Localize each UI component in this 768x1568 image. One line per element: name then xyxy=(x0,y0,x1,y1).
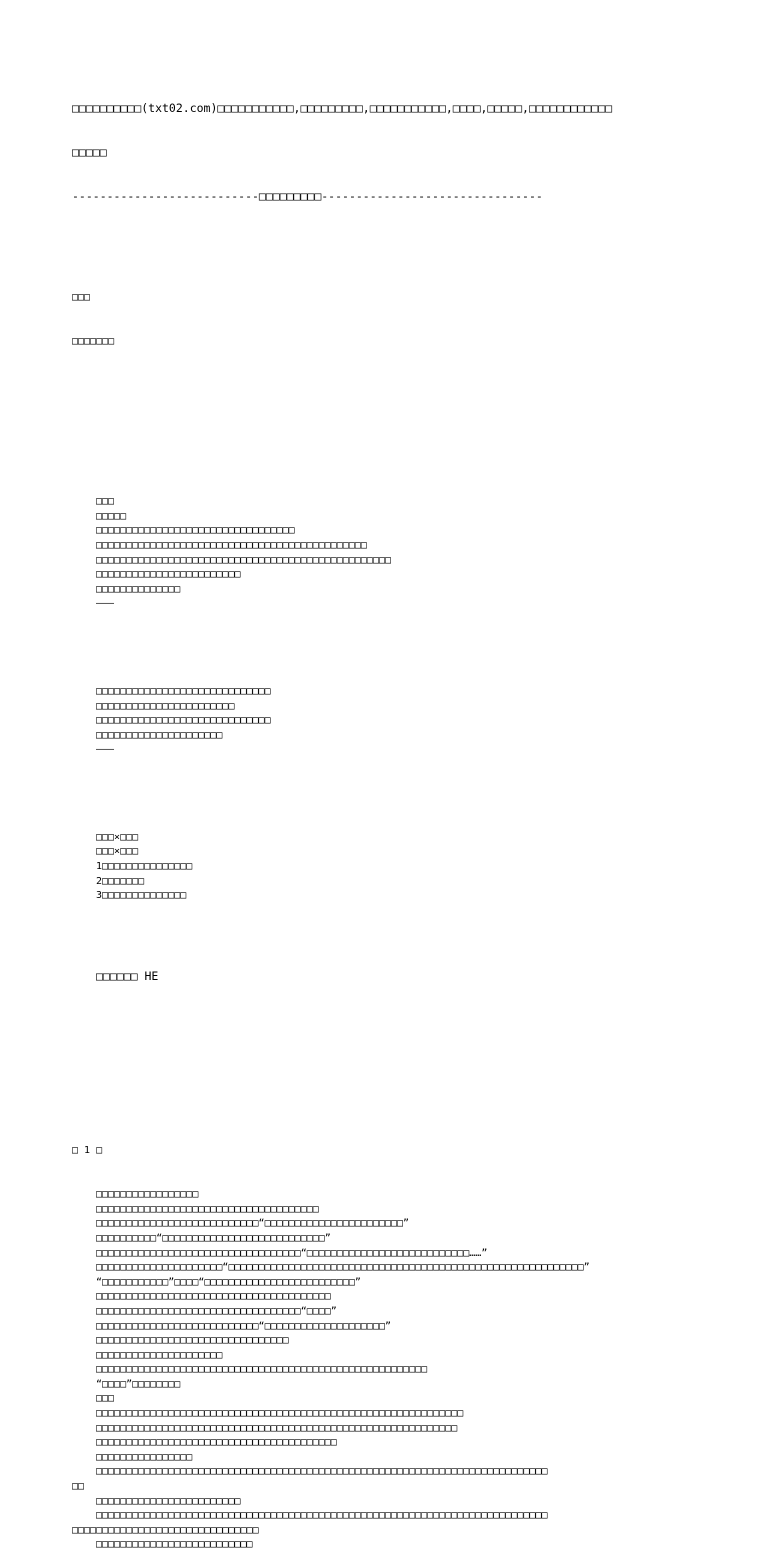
intro-line: □□□×□□□ xyxy=(96,846,139,858)
intro-block-b xyxy=(72,685,702,758)
chapter-line: □□□□□□□□□□□□□□□□□□□□□□□□□□□□□□□□□□□□□□□□□□□□□□□□□□□□□□□ xyxy=(96,1364,428,1376)
chapter-line: □□□□□□□□□□□□□□□□□□□□□□□□□□□“□□□□□□□□□□□□□□□□□□□□□□□” xyxy=(96,1218,410,1230)
chapter-line: □□□□□□□□□□□□□□□□ xyxy=(96,1451,193,1463)
intro-line: 1□□□□□□□□□□□□□□□ xyxy=(96,861,193,873)
intro-line: ——— xyxy=(96,744,115,756)
chapter-line: □□□□□□□□□□□□□□□□□□□□□□□□□□□□□□□□□□“□□□□□□□□□□□□□□□□□□□□□□□□□□□……” xyxy=(96,1247,488,1259)
intro-block-a xyxy=(72,495,702,612)
intro-section xyxy=(72,466,702,1013)
intro-line: ——— xyxy=(96,598,115,610)
document-body xyxy=(72,72,702,1568)
chapter-line: □□□□□□□□□□□□□□□□□□□□□□□□□□□□□□□□□□□□□□□□□□□□□□□□□□□□□□□□□□□□ xyxy=(96,1422,458,1434)
chapter-line: □□□□□□□□□□□□□□□□□ xyxy=(96,1189,199,1201)
chapter-line: □□□□□□□□□□□□□□□□□□□□□□□□□□□□□□□□ xyxy=(96,1335,289,1347)
intro-line: □□□□□□□□□□□□□□□□□□□□□□□□□□□□□□□□□ xyxy=(96,525,295,537)
chapter-line: □□ xyxy=(72,1481,85,1493)
chapter-line: □□□□□□□□□□□□□□□□□□□□□□□□□□□□□□□□□□□□□□□□□□□□□□□□□□□□□□□□□□□□□□□□□□□□□□□□□□□ xyxy=(96,1466,548,1478)
intro-line: □□□□□□□□□□□□□□□□□□□□□□□□□□□□□ xyxy=(96,715,271,727)
intro-line: □□□□□□□□□□□□□□□□□□□□□□□□ xyxy=(96,569,241,581)
intro-block-c xyxy=(72,831,702,904)
chapter-line: □□□□□□□□□□□□□□□□□□□□□□□□□□ xyxy=(96,1539,253,1551)
intro-line: □□□□□□□□□□□□□□□□□□□□□□□□□□□□□□□□□□□□□□□□□□□□□□□□□ xyxy=(96,554,392,566)
chapter-line: □□□□□□□□□□□□□□□□□□□□□□□□□□□□□□□□□□□□□□□ xyxy=(96,1291,331,1303)
chapter-line: □□□□□□□□□□□□□□□□□□□□□□□□ xyxy=(96,1495,241,1507)
intro-line: □□□□□ xyxy=(96,510,127,522)
intro-line: 2□□□□□□□ xyxy=(96,875,145,887)
book-author: □□□□□□□ xyxy=(72,335,115,347)
source-notice-line-1: □□□□□□□□□□(txt02.com)□□□□□□□□□□□,□□□□□□□□□,□□□□□□□□□□□,□□□□,□□□□□,□□□□□□□□□□□□ xyxy=(72,101,613,116)
chapter-line: □□□□□□□□□□□□□□□□□□□□□□□□□□□□□□□□□□□□□ xyxy=(96,1203,319,1215)
intro-line: □□□□□□□□□□□□□□ xyxy=(96,583,181,595)
chapter-line: □□□□□□□□□□□□□□□□□□□□□□□□□□□□□□□□□□□□□□□□□□□□□□□□□□□□□□□□□□□□□ xyxy=(96,1408,464,1420)
intro-line: □□□□□□□□□□□□□□□□□□□□□□□□□□□□□□□□□□□□□□□□□□□□□ xyxy=(96,540,367,552)
chapter-line: “□□□□”□□□□□□□□ xyxy=(96,1378,181,1390)
chapter-heading: □ 1 □ xyxy=(72,1145,103,1157)
chapter-line: □□□□□□□□□□“□□□□□□□□□□□□□□□□□□□□□□□□□□□” xyxy=(96,1232,331,1244)
intro-line: □□□□□□□□□□□□□□□□□□□□□□□ xyxy=(96,700,235,712)
chapter-line: □□□□□□□□□□□□□□□□□□□□□“□□□□□□□□□□□□□□□□□□□□□□□□□□□□□□□□□□□□□□□□□□□□□□□□□□□□□□□□□□□” xyxy=(96,1262,590,1274)
intro-line: □□□□□□□□□□□□□□□□□□□□□ xyxy=(96,729,223,741)
intro-line: □□□ xyxy=(96,496,115,508)
divider-line: ---------------------------□□□□□□□□□-------------------------------- xyxy=(72,188,543,203)
chapter-line: □□□□□□□□□□□□□□□□□□□□□ xyxy=(96,1349,223,1361)
intro-line: □□□□□□□□□□□□□□□□□□□□□□□□□□□□□ xyxy=(96,685,271,697)
chapter-body xyxy=(72,1188,702,1553)
chapter-line: □□□□□□□□□□□□□□□□□□□□□□□□□□□□□□□ xyxy=(72,1524,259,1536)
chapter-line: □□□□□□□□□□□□□□□□□□□□□□□□□□□□□□□□□□□□□□□□□□□□□□□□□□□□□□□□□□□□□□□□□□□□□□□□□□□ xyxy=(96,1510,548,1522)
intro-line: 3□□□□□□□□□□□□□□ xyxy=(96,890,187,902)
book-title: □□□ xyxy=(72,291,91,303)
source-notice-line-2: □□□□□ xyxy=(72,144,107,159)
chapter-line: □□□□□□□□□□□□□□□□□□□□□□□□□□□□□□□□□□□□□□□□ xyxy=(96,1437,337,1449)
chapter-line: □□□□□□□□□□□□□□□□□□□□□□□□□□□□□□□□□□“□□□□” xyxy=(96,1305,337,1317)
chapter-line: □□□□□□□□□□□□□□□□□□□□□□□□□□□“□□□□□□□□□□□□□□□□□□□□” xyxy=(96,1320,392,1332)
intro-signature: □□□□□□ HE xyxy=(96,969,159,984)
chapter-line: □□□ xyxy=(96,1393,115,1405)
intro-line: □□□×□□□ xyxy=(96,831,139,843)
chapter-line: “□□□□□□□□□□□”□□□□“□□□□□□□□□□□□□□□□□□□□□□□□□” xyxy=(96,1276,361,1288)
